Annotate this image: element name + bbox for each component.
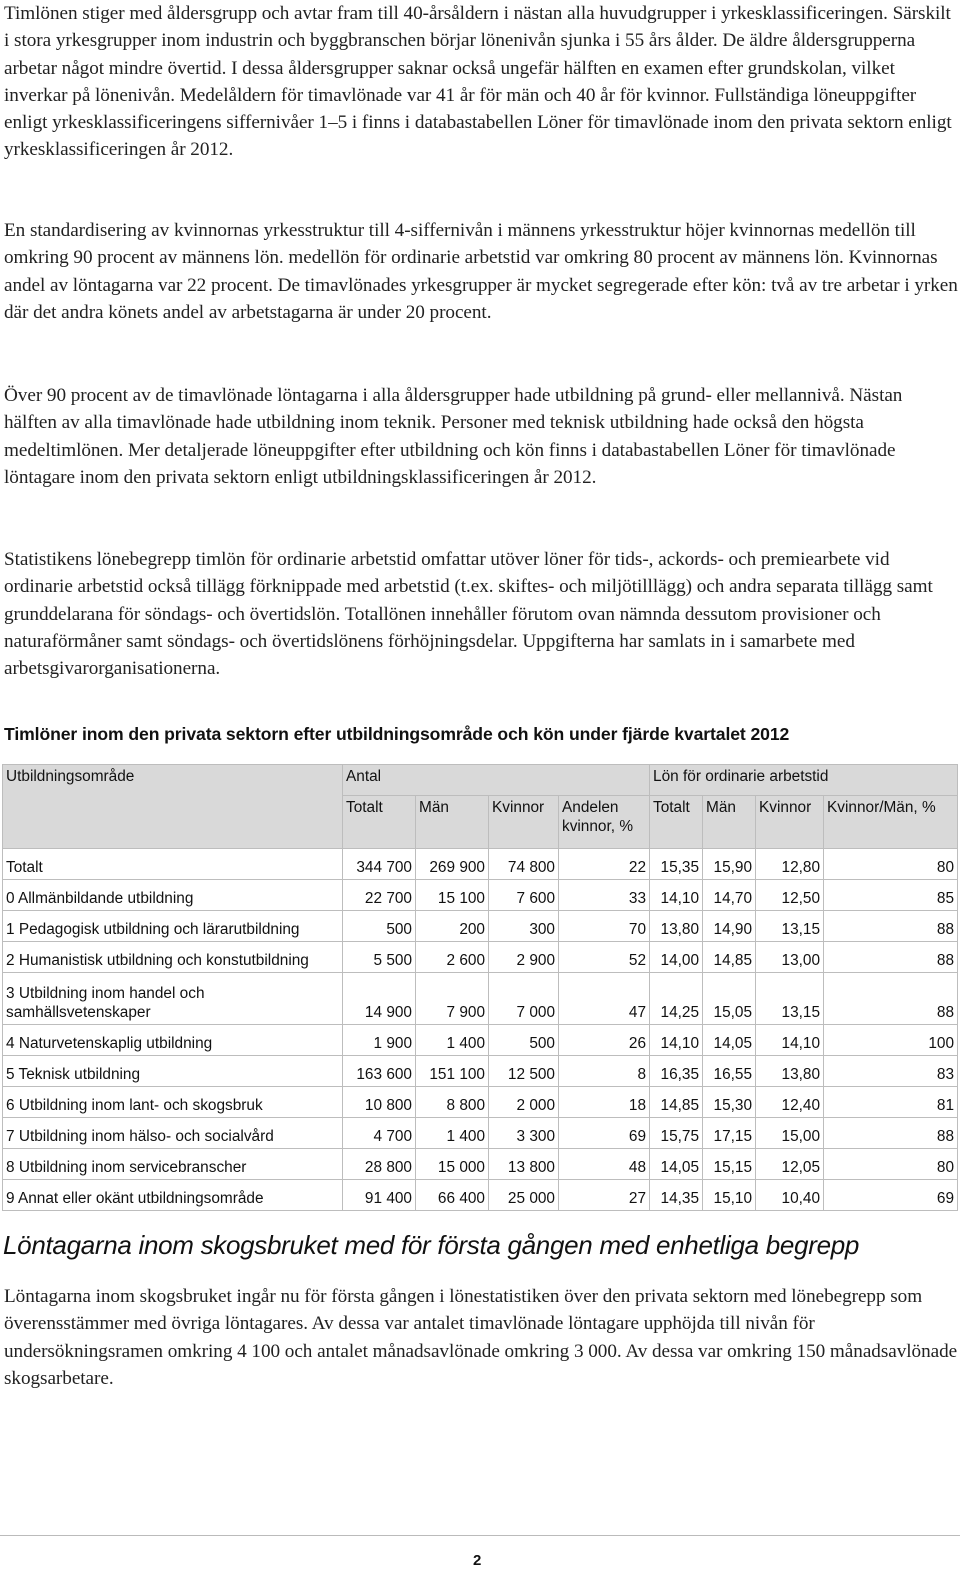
value-cell: 2 600: [416, 942, 489, 973]
value-cell: 344 700: [343, 849, 416, 880]
value-cell: 1 400: [416, 1025, 489, 1056]
value-cell: 14,35: [650, 1180, 703, 1211]
value-cell: 4 700: [343, 1118, 416, 1149]
value-cell: 14,05: [703, 1025, 756, 1056]
page-number: 2: [473, 1552, 482, 1569]
value-cell: 15,00: [756, 1118, 824, 1149]
paragraph-education: Över 90 procent av de timavlönade löntagarna i alla åldersgrupper hade utbildning på grund- eller mellannivå. Nästan hälften av alla timavlönade hade utbildning inom teknik. Personer med teknisk utbildning hade också den högsta medeltimlönen. Mer detaljerade löneuppgifter efter utbildning och kön finns i databastabellen Löner för timavlönade löntagare inom den privata sektorn enligt utbildningsklassificeringen år 2012.: [4, 385, 903, 488]
row-label-cell: 7 Utbildning inom hälso- och socialvård: [3, 1118, 343, 1149]
value-cell: 500: [489, 1025, 559, 1056]
row-label-cell: 6 Utbildning inom lant- och skogsbruk: [3, 1087, 343, 1118]
table-title: Timlöner inom den privata sektorn efter utbildningsområde och kön under fjärde kvartalet 2012: [4, 724, 790, 744]
table-row: [3, 849, 958, 880]
value-cell: 5 500: [343, 942, 416, 973]
table-row: [3, 911, 958, 942]
value-cell: 70: [559, 911, 650, 942]
value-cell: 80: [824, 1149, 958, 1180]
wages-by-education-table: [2, 764, 958, 1211]
table-body: [3, 849, 958, 1211]
value-cell: 14,00: [650, 942, 703, 973]
value-cell: 13,00: [756, 942, 824, 973]
value-cell: 12,40: [756, 1087, 824, 1118]
value-cell: 10 800: [343, 1087, 416, 1118]
value-cell: 1 900: [343, 1025, 416, 1056]
table-row: [3, 1025, 958, 1056]
value-cell: 48: [559, 1149, 650, 1180]
value-cell: 100: [824, 1025, 958, 1056]
column-header-wage-men: Män: [703, 796, 756, 849]
value-cell: 22: [559, 849, 650, 880]
footer-divider: [0, 1535, 960, 1536]
column-header-women-men-ratio: Kvinnor/Män, %: [824, 796, 958, 849]
column-header-count-total: Totalt: [343, 796, 416, 849]
value-cell: 17,15: [703, 1118, 756, 1149]
column-header-count-women: Kvinnor: [489, 796, 559, 849]
row-label-cell: 4 Naturvetenskaplig utbildning: [3, 1025, 343, 1056]
value-cell: 88: [824, 911, 958, 942]
value-cell: 1 400: [416, 1118, 489, 1149]
value-cell: 15,75: [650, 1118, 703, 1149]
value-cell: 80: [824, 849, 958, 880]
row-label-cell: 9 Annat eller okänt utbildningsområde: [3, 1180, 343, 1211]
value-cell: 12,80: [756, 849, 824, 880]
column-header-wage-total: Totalt: [650, 796, 703, 849]
value-cell: 47: [559, 973, 650, 1025]
paragraph-forestry: Löntagarna inom skogsbruket ingår nu för första gången i lönestatistiken över den privata sektorn med lönebegrepp som överensstämmer med övriga löntagares. Av dessa var antalet timavlönade löntagare upphöjda till nivån för undersökningsramen omkring 4 100 och antalet månadsavlönade omkring 3 000. Av dessa var omkring 150 månadsavlönade skogsarbetare.: [4, 1286, 958, 1389]
value-cell: 13,15: [756, 973, 824, 1025]
value-cell: 10,40: [756, 1180, 824, 1211]
value-cell: 14,10: [756, 1025, 824, 1056]
row-label-cell: 1 Pedagogisk utbildning och lärarutbildning: [3, 911, 343, 942]
value-cell: 7 000: [489, 973, 559, 1025]
value-cell: 91 400: [343, 1180, 416, 1211]
value-cell: 26: [559, 1025, 650, 1056]
value-cell: 15,35: [650, 849, 703, 880]
value-cell: 7 600: [489, 880, 559, 911]
value-cell: 15,10: [703, 1180, 756, 1211]
value-cell: 15 100: [416, 880, 489, 911]
column-header-wage-women: Kvinnor: [756, 796, 824, 849]
table-row: [3, 942, 958, 973]
value-cell: 12,05: [756, 1149, 824, 1180]
value-cell: 200: [416, 911, 489, 942]
paragraph-wage-concept: Statistikens lönebegrepp timlön för ordinarie arbetstid omfattar utöver löner för tids-, ackords- och premiearbete vid ordinarie arbetstid också tillägg förknippade med arbetstid (t.ex. skiftes- och miljötilllägg) och andra separata tillägg samt grunddelarana för söndags- och övertidslön. Totallönen innehåller förutom ovan nämnda dessutom provisioner och naturaförmåner samt söndags- och övertidslönens förhöjningsdelar. Uppgifterna har samlats in i samarbete med arbetsgivarorganisationerna.: [4, 549, 933, 680]
value-cell: 3 300: [489, 1118, 559, 1149]
value-cell: 8: [559, 1056, 650, 1087]
value-cell: 16,35: [650, 1056, 703, 1087]
table-row: [3, 1118, 958, 1149]
value-cell: 12,50: [756, 880, 824, 911]
value-cell: 8 800: [416, 1087, 489, 1118]
paragraph-wage-by-age: Timlönen stiger med åldersgrupp och avtar fram till 40-årsåldern i nästan alla huvudgrupper i yrkesklassificeringen. Särskilt i stora yrkesgrupper inom industrin och byggbranschen börjar lönenivån sjunka i 55 års ålder. De äldre åldersgrupperna arbetar något mindre övertid. I dessa åldersgrupper saknar också ungefär hälften en examen efter grundskolan, vilket inverkar på lönenivån. Medelåldern för timavlönade var 41 år för män och 40 år för kvinnor. Fullständiga löneuppgifter enligt yrkesklassificeringens siffernivåer 1–5 i finns i databastabellen Löner för timavlönade inom den privata sektorn enligt yrkesklassificeringen år 2012.: [4, 3, 952, 161]
value-cell: 14,90: [703, 911, 756, 942]
value-cell: 69: [824, 1180, 958, 1211]
value-cell: 66 400: [416, 1180, 489, 1211]
value-cell: 7 900: [416, 973, 489, 1025]
table-row: [3, 1087, 958, 1118]
value-cell: 14,10: [650, 1025, 703, 1056]
value-cell: 14,85: [650, 1087, 703, 1118]
value-cell: 15,90: [703, 849, 756, 880]
value-cell: 14,10: [650, 880, 703, 911]
column-group-wage: Lön för ordinarie arbetstid: [650, 765, 958, 796]
table-header-row: [3, 765, 958, 796]
value-cell: 33: [559, 880, 650, 911]
table-row: [3, 1056, 958, 1087]
value-cell: 14,85: [703, 942, 756, 973]
value-cell: 52: [559, 942, 650, 973]
value-cell: 2 900: [489, 942, 559, 973]
value-cell: 28 800: [343, 1149, 416, 1180]
row-label-cell: 2 Humanistisk utbildning och konstutbildning: [3, 942, 343, 973]
value-cell: 25 000: [489, 1180, 559, 1211]
value-cell: 88: [824, 942, 958, 973]
table-row: [3, 880, 958, 911]
value-cell: 13,15: [756, 911, 824, 942]
row-label-cell: 0 Allmänbildande utbildning: [3, 880, 343, 911]
paragraph-gender-structure: En standardisering av kvinnornas yrkesstruktur till 4-siffernivån i männens yrkesstruktur höjer kvinnornas medellön till omkring 90 procent av männens lön. medellön för ordinarie arbetstid var omkring 80 procent av männens lön. Kvinnornas andel av löntagarna var 22 procent. De timavlönades yrkesgrupper är mycket segregerade efter kön: två av tre arbetar i yrken där det andra könets andel av arbetstagarna är under 20 procent.: [4, 220, 958, 323]
value-cell: 12 500: [489, 1056, 559, 1087]
value-cell: 88: [824, 973, 958, 1025]
value-cell: 13,80: [650, 911, 703, 942]
table-row: [3, 1180, 958, 1211]
value-cell: 15,05: [703, 973, 756, 1025]
value-cell: 2 000: [489, 1087, 559, 1118]
column-group-count: Antal: [343, 765, 650, 796]
value-cell: 88: [824, 1118, 958, 1149]
value-cell: 14,25: [650, 973, 703, 1025]
value-cell: 83: [824, 1056, 958, 1087]
value-cell: 74 800: [489, 849, 559, 880]
value-cell: 13,80: [756, 1056, 824, 1087]
column-header-area: Utbildningsområde: [3, 765, 343, 849]
value-cell: 500: [343, 911, 416, 942]
value-cell: 163 600: [343, 1056, 416, 1087]
row-label-cell: 8 Utbildning inom servicebranscher: [3, 1149, 343, 1180]
value-cell: 22 700: [343, 880, 416, 911]
table-row: [3, 973, 958, 1025]
value-cell: 269 900: [416, 849, 489, 880]
value-cell: 18: [559, 1087, 650, 1118]
value-cell: 15,30: [703, 1087, 756, 1118]
value-cell: 69: [559, 1118, 650, 1149]
column-header-women-share: Andelen kvinnor, %: [559, 796, 650, 849]
value-cell: 85: [824, 880, 958, 911]
value-cell: 151 100: [416, 1056, 489, 1087]
row-label-cell: Totalt: [3, 849, 343, 880]
row-label-cell: 3 Utbildning inom handel och samhällsvetenskaper: [3, 973, 343, 1025]
value-cell: 300: [489, 911, 559, 942]
table-row: [3, 1149, 958, 1180]
value-cell: 15,15: [703, 1149, 756, 1180]
value-cell: 14 900: [343, 973, 416, 1025]
value-cell: 81: [824, 1087, 958, 1118]
value-cell: 14,70: [703, 880, 756, 911]
value-cell: 15 000: [416, 1149, 489, 1180]
value-cell: 16,55: [703, 1056, 756, 1087]
value-cell: 14,05: [650, 1149, 703, 1180]
section-heading: Löntagarna inom skogsbruket med för första gången med enhetliga begrepp: [3, 1230, 860, 1260]
value-cell: 27: [559, 1180, 650, 1211]
row-label-cell: 5 Teknisk utbildning: [3, 1056, 343, 1087]
value-cell: 13 800: [489, 1149, 559, 1180]
column-header-count-men: Män: [416, 796, 489, 849]
